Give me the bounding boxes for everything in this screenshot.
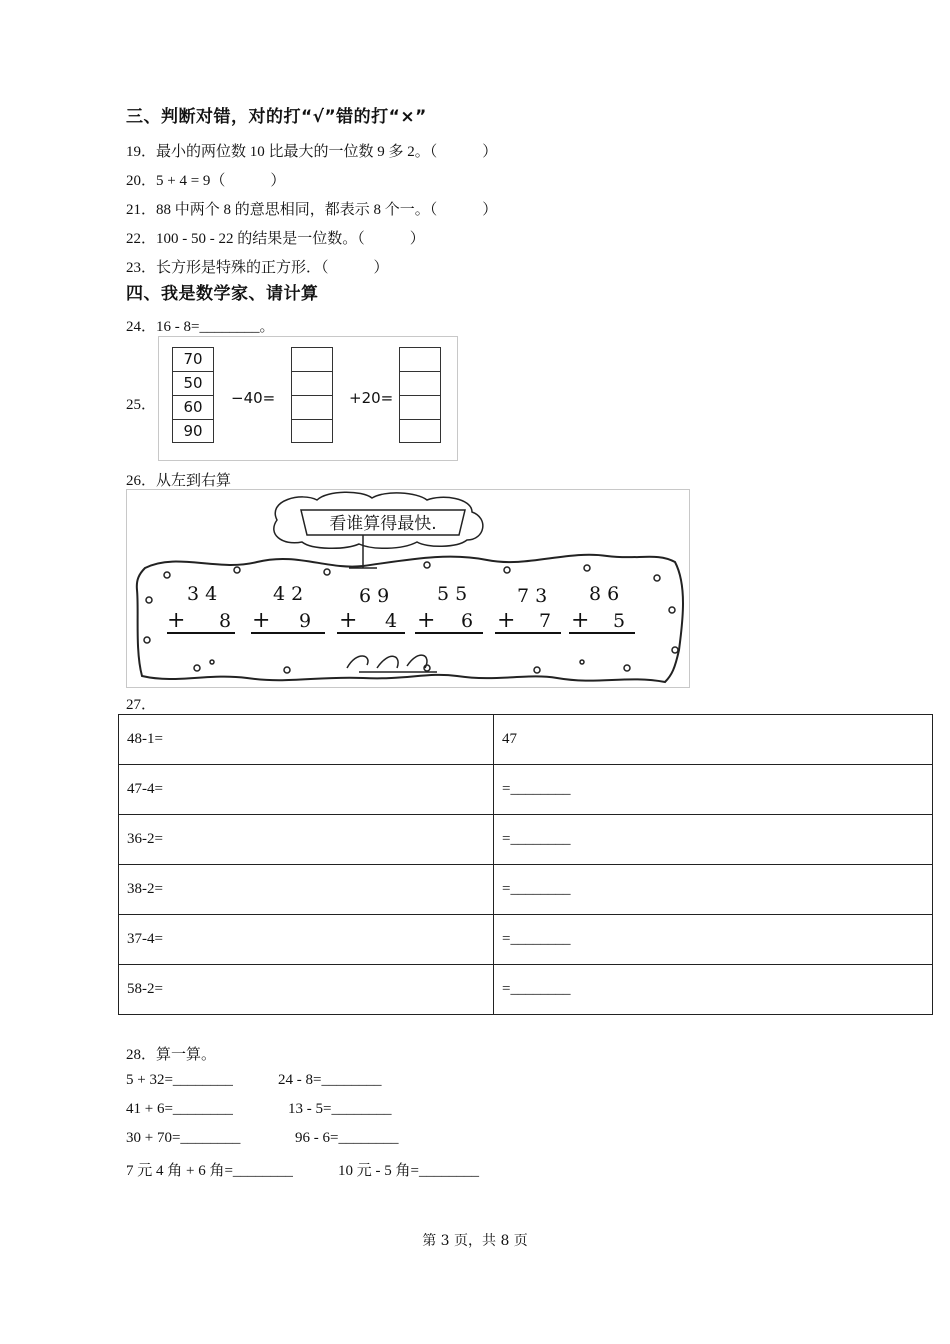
problem-4-bottom: 6	[461, 610, 474, 632]
answer-column-2	[399, 347, 441, 443]
answer-cell[interactable]	[399, 395, 441, 419]
answer-cell[interactable]: =________	[494, 965, 933, 1015]
answer-cell[interactable]: =________	[494, 815, 933, 865]
question-21: 21．88 中两个 8 的意思相同，都表示 8 个一。（ ）	[126, 202, 498, 218]
question-22: 22．100 - 50 - 22 的结果是一位数。（ ）	[126, 231, 425, 247]
plus-sign: +	[167, 608, 186, 633]
problem-2-bottom: 9	[299, 610, 312, 632]
speed-calc-illustration	[127, 490, 689, 687]
question-26-figure	[126, 489, 690, 688]
calc-item: 41 + 6=________	[126, 1101, 233, 1117]
table-row	[119, 915, 933, 965]
question-25-figure	[158, 336, 458, 461]
problem-6-top: 8 6	[589, 583, 620, 605]
table-row	[119, 765, 933, 815]
plus-sign: +	[339, 608, 358, 633]
section-4-heading: 四、我是数学家、请计算	[126, 284, 319, 304]
plus-sign: +	[497, 608, 516, 633]
value-cell: 50	[172, 371, 214, 395]
answer-cell[interactable]	[399, 371, 441, 395]
calc-item: 10 元 - 5 角=________	[338, 1163, 479, 1179]
question-26-label: 26．从左到右算	[126, 473, 232, 489]
table-cell: 37-4=	[119, 915, 494, 965]
plus-sign: +	[571, 608, 590, 633]
value-column	[172, 347, 214, 443]
calc-item: 7 元 4 角 + 6 角=________	[126, 1163, 293, 1179]
page-footer: 第 3 页，共 8 页	[422, 1233, 528, 1249]
answer-column-1	[291, 347, 333, 443]
plus-sign: +	[417, 608, 436, 633]
question-25-label: 25．	[126, 397, 157, 413]
question-24: 24．16 - 8=________。	[126, 319, 275, 335]
table-cell: 38-2=	[119, 865, 494, 915]
answer-cell[interactable]: =________	[494, 765, 933, 815]
table-row	[119, 865, 933, 915]
calc-item: 5 + 32=________	[126, 1072, 233, 1088]
value-cell: 60	[172, 395, 214, 419]
problem-4-top: 5 5	[437, 583, 468, 605]
plus-sign: +	[252, 608, 271, 633]
question-20: 20．5 + 4 = 9（ ）	[126, 173, 286, 189]
problem-3-bottom: 4	[385, 610, 398, 632]
problem-1-top: 3 4	[187, 583, 218, 605]
calc-item: 30 + 70=________	[126, 1130, 241, 1146]
answer-cell[interactable]: =________	[494, 865, 933, 915]
calc-item: 13 - 5=________	[288, 1101, 392, 1117]
value-cell: 70	[172, 347, 214, 371]
table-row	[119, 965, 933, 1015]
answer-cell[interactable]	[399, 347, 441, 371]
question-23: 23．长方形是特殊的正方形．（ ）	[126, 260, 389, 276]
answer-cell[interactable]	[291, 371, 333, 395]
value-cell: 90	[172, 419, 214, 443]
table-row	[119, 715, 933, 765]
answer-cell[interactable]	[291, 395, 333, 419]
question-27-table	[118, 714, 933, 1015]
table-cell: 47-4=	[119, 765, 494, 815]
question-19: 19．最小的两位数 10 比最大的一位数 9 多 2。（ ）	[126, 144, 498, 160]
table-cell: 48-1=	[119, 715, 494, 765]
problem-1-bottom: 8	[219, 610, 232, 632]
table-cell: 47	[494, 715, 933, 765]
section-3-heading: 三、判断对错，对的打“√”错的打“×”	[126, 107, 427, 127]
problem-5-top: 7 3	[517, 585, 548, 607]
flourish	[347, 655, 437, 672]
problem-3-top: 6 9	[359, 585, 390, 607]
calc-item: 24 - 8=________	[278, 1072, 382, 1088]
answer-cell[interactable]: =________	[494, 915, 933, 965]
table-cell: 58-2=	[119, 965, 494, 1015]
answer-cell[interactable]	[399, 419, 441, 443]
problem-2-top: 4 2	[273, 583, 304, 605]
operation-plus-20: +20=	[349, 389, 394, 407]
operation-minus-40: −40=	[231, 389, 276, 407]
question-27-label: 27．	[126, 697, 157, 713]
calc-item: 96 - 6=________	[295, 1130, 399, 1146]
table-row	[119, 815, 933, 865]
problem-6-bottom: 5	[613, 610, 626, 632]
answer-cell[interactable]	[291, 419, 333, 443]
answer-cell[interactable]	[291, 347, 333, 371]
question-28-label: 28．算一算。	[126, 1047, 217, 1063]
table-cell: 36-2=	[119, 815, 494, 865]
sign-text: 看谁算得最快.	[329, 514, 437, 534]
problem-5-bottom: 7	[539, 610, 552, 632]
